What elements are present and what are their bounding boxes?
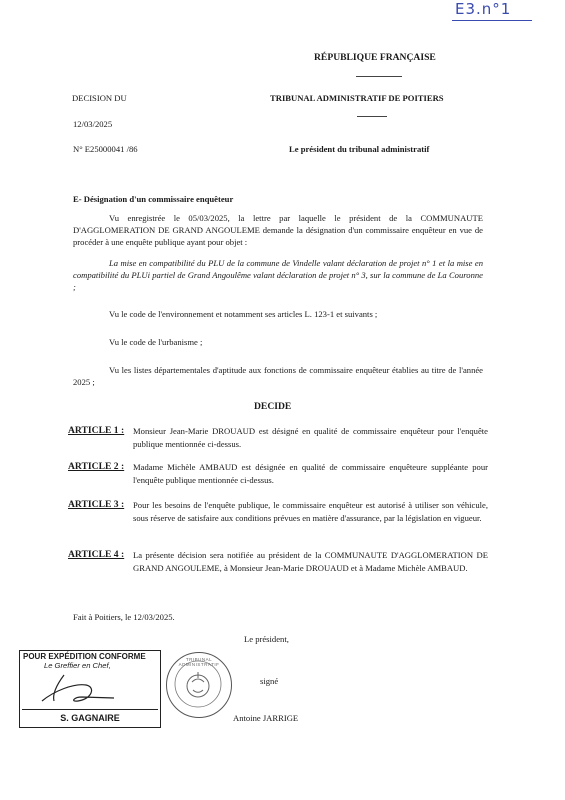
court-name: TRIBUNAL ADMINISTRATIF DE POITIERS	[270, 93, 444, 103]
signed-mention: signé	[260, 676, 279, 686]
republic-separator	[356, 76, 402, 77]
tribunal-seal	[166, 652, 232, 718]
vu-urbanisme: Vu le code de l'urbanisme ;	[109, 337, 203, 347]
article-3-text: Pour les besoins de l'enquête publique, le commissaire enquêteur est autorisé à utiliser son véhicule, sous réserve de satisfaire aux conditions prévues en matière d'assurance, par la législation en vigueur.	[133, 500, 488, 523]
decision-number: N° E25000041 /86	[73, 144, 138, 154]
seal-text: TRIBUNAL ADMINISTRATIF	[178, 657, 220, 667]
article-2-label: ARTICLE 2 :	[68, 461, 125, 472]
article-4-label: ARTICLE 4 :	[68, 549, 125, 560]
intro-paragraph: Vu enregistrée le 05/03/2025, la lettre par laquelle le président de la COMMUNAUTE D'AGGLOMERATION DE GRAND ANGOULEME demande la désignation d'un commissaire enquêteur en vue de procéder à une enquête publique ayant pour objet :	[73, 213, 483, 247]
article-1-text: Monsieur Jean-Marie DROUAUD est désigné en qualité de commissaire enquêteur pour l'enquête publique mentionnée ci-dessus.	[133, 426, 488, 449]
article-2	[68, 461, 488, 486]
enquiry-object: La mise en compatibilité du PLU de la commune de Vindelle valant déclaration de projet n° 1 et la mise en compatibilité du PLUi partiel de Grand Angoulême valant déclaration de projet n° 3, sur la commune de La Couronne ;	[73, 258, 483, 292]
republic-heading: RÉPUBLIQUE FRANÇAISE	[314, 52, 436, 63]
decision-date: 12/03/2025	[73, 119, 113, 129]
article-1-label: ARTICLE 1 :	[68, 425, 125, 436]
article-4	[68, 549, 488, 574]
vu-environnement: Vu le code de l'environnement et notamment ses articles L. 123-1 et suivants ;	[109, 309, 378, 319]
president-signature-title: Le président,	[244, 634, 289, 644]
certification-stamp	[19, 650, 161, 728]
article-1	[68, 425, 488, 450]
article-2-text: Madame Michèle AMBAUD est désignée en qualité de commissaire enquêteure suppléante pour l'enquête publique mentionnée ci-dessus.	[133, 462, 488, 485]
president-title: Le président du tribunal administratif	[289, 144, 430, 154]
article-3	[68, 499, 488, 524]
greffier-name: S. GAGNAIRE	[60, 713, 120, 723]
article-4-text: La présente décision sera notifiée au président de la COMMUNAUTE D'AGGLOMERATION DE GRAND ANGOULEME, à Monsieur Jean-Marie DROUAUD et à Madame Michèle AMBAUD.	[133, 550, 488, 573]
handwritten-underline	[452, 20, 532, 21]
stamp-separator	[22, 709, 158, 710]
decision-label: DECISION DU	[72, 93, 127, 103]
subject-heading: E- Désignation d'un commissaire enquêteur	[73, 194, 234, 204]
stamp-line-1: POUR EXPÉDITION CONFORME	[23, 652, 146, 661]
stamp-line-2: Le Greffier en Chef,	[44, 661, 111, 670]
article-3-label: ARTICLE 3 :	[68, 499, 125, 510]
court-separator	[357, 116, 387, 117]
president-name: Antoine JARRIGE	[233, 713, 299, 723]
handwritten-reference: E3.n°1	[455, 0, 512, 18]
greffier-signature-icon	[34, 671, 124, 707]
vu-listes: Vu les listes départementales d'aptitude aux fonctions de commissaire enquêteur établies au titre de l'année 2025 ;	[73, 365, 483, 387]
decide-heading: DECIDE	[254, 401, 292, 412]
done-at: Fait à Poitiers, le 12/03/2025.	[73, 612, 175, 622]
